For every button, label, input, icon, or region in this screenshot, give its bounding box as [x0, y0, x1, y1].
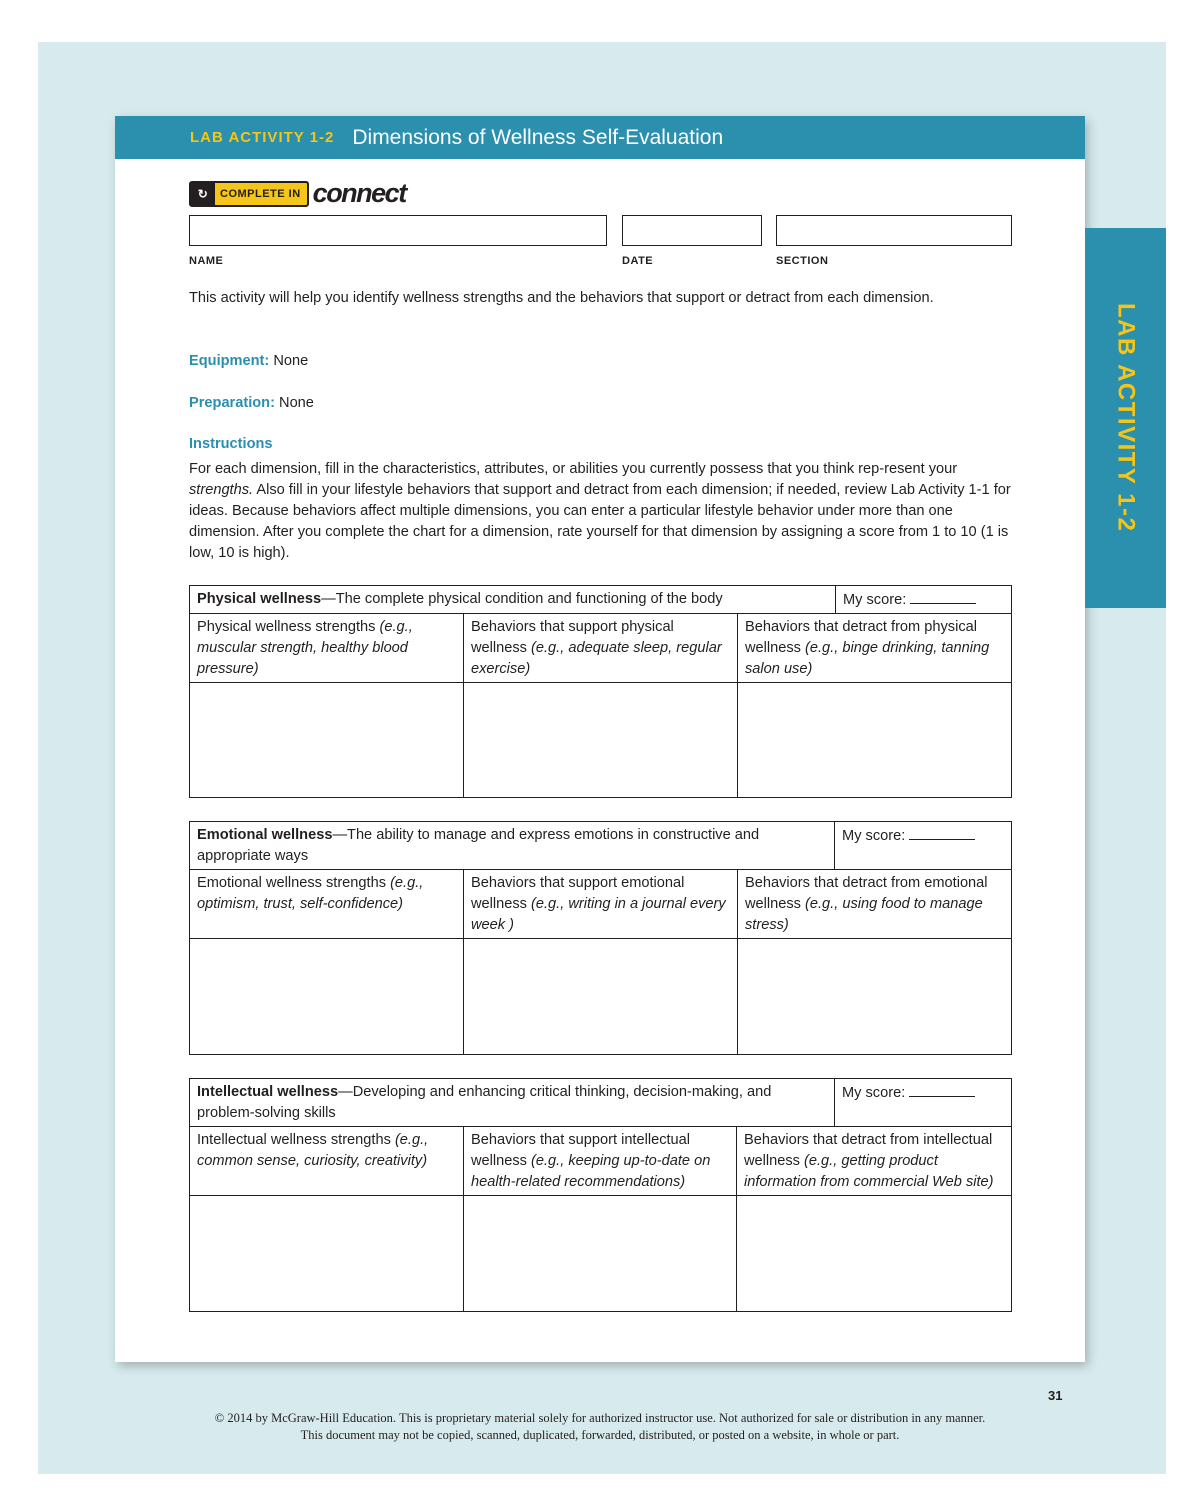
connect-icon: ↻: [191, 183, 215, 205]
strengths-header: [190, 1127, 464, 1196]
section-description: —Developing and enhancing critical thinking, decision-making, and problem-solving skills: [197, 1084, 772, 1121]
column-label: Behaviors that support emotional wellness: [471, 875, 685, 912]
preparation-line: [189, 393, 1019, 414]
score-label: My score:: [842, 1085, 906, 1101]
strengths-entry-cell[interactable]: [190, 1196, 464, 1312]
column-label: Emotional wellness strengths: [197, 875, 391, 891]
instructions-text-1: For each dimension, fill in the characteristics, attributes, or abilities you currently possess that you think rep-resent your: [189, 461, 958, 477]
complete-in-connect-logo[interactable]: [189, 178, 406, 209]
section-label: SECTION: [776, 255, 829, 267]
column-label: Behaviors that support intellectual wellness: [471, 1132, 691, 1169]
page-title: Dimensions of Wellness Self-Evaluation: [352, 125, 724, 149]
equipment-value: None: [273, 353, 309, 369]
support-entry-cell[interactable]: [464, 683, 738, 798]
column-label: Behaviors that detract from intellectual wellness: [744, 1132, 993, 1169]
score-cell[interactable]: [835, 822, 1012, 870]
page-number: 31: [1048, 1388, 1063, 1403]
score-label: My score:: [842, 828, 906, 844]
score-label: My score:: [843, 592, 907, 608]
column-example: (e.g., muscular strength, healthy blood pressure): [197, 619, 413, 677]
date-label: DATE: [622, 255, 654, 267]
column-example: (e.g., writing in a journal every week ): [471, 896, 726, 933]
footer-line-2: This document may not be copied, scanned, duplicated, forwarded, distributed, or posted on a website, in whole or part.: [300, 1428, 900, 1442]
column-example: (e.g., keeping up-to-date on health-related recommendations): [471, 1153, 711, 1190]
section-name: Emotional wellness: [197, 827, 333, 843]
connect-brand: connect: [312, 178, 406, 208]
column-example: (e.g., common sense, curiosity, creativity): [197, 1132, 429, 1169]
support-entry-cell[interactable]: [464, 939, 738, 1055]
name-field[interactable]: [189, 215, 607, 246]
score-blank[interactable]: [909, 1082, 975, 1097]
instructions-text-2: Also fill in your lifestyle behaviors that support and detract from each dimension; if needed, review Lab Activity 1-1 for ideas. Because behaviors affect multiple dimensions, you can enter a particular lifestyle behavior under more than one dimension. After you complete the chart for a dimension, rate yourself for that dimension by assigning a score from 1 to 10 (1 is low, 10 is high).: [189, 482, 1011, 561]
section-name: Physical wellness: [197, 591, 322, 607]
name-label: NAME: [189, 255, 224, 267]
column-label: Intellectual wellness strengths: [197, 1132, 395, 1148]
date-field[interactable]: [622, 215, 762, 246]
section-name: Intellectual wellness: [197, 1084, 339, 1100]
detract-entry-cell[interactable]: [738, 683, 1012, 798]
equipment-line: [189, 351, 1019, 372]
connect-badge: [189, 181, 309, 207]
instructions-text: [189, 459, 1013, 564]
lab-activity-label: LAB ACTIVITY 1-2: [190, 129, 335, 146]
side-tab: [1085, 228, 1166, 608]
column-label: Behaviors that detract from emotional wellness: [745, 875, 988, 912]
support-header: [464, 614, 738, 683]
equipment-label: Equipment:: [189, 353, 270, 369]
detract-entry-cell[interactable]: [737, 1196, 1012, 1312]
section-heading: [190, 586, 836, 614]
support-header: [464, 870, 738, 939]
preparation-label: Preparation:: [189, 395, 275, 411]
section-heading: [190, 822, 835, 870]
column-example: (e.g., binge drinking, tanning salon use): [745, 640, 990, 677]
section-description: —The complete physical condition and functioning of the body: [321, 591, 723, 607]
section-field[interactable]: [776, 215, 1012, 246]
column-label: Behaviors that support physical wellness: [471, 619, 674, 656]
column-example: (e.g., using food to manage stress): [745, 896, 983, 933]
score-cell[interactable]: [836, 586, 1012, 614]
instructions-heading: Instructions: [189, 436, 273, 452]
score-blank[interactable]: [909, 825, 975, 840]
connect-badge-text: COMPLETE IN: [220, 187, 301, 200]
copyright-footer: [115, 1410, 1085, 1444]
intro-text: This activity will help you identify wellness strengths and the behaviors that support or detract from each dimension.: [189, 290, 934, 306]
section-heading: [190, 1079, 835, 1127]
detract-header: [737, 1127, 1012, 1196]
strengths-entry-cell[interactable]: [190, 683, 464, 798]
footer-line-1: © 2014 by McGraw-Hill Education. This is proprietary material solely for authorized instructor use. Not authorized for sale or distribution in any manner.: [214, 1411, 986, 1425]
strengths-entry-cell[interactable]: [190, 939, 464, 1055]
column-label: Behaviors that detract from physical wellness: [745, 619, 977, 656]
section-description: —The ability to manage and express emotions in constructive and appropriate ways: [197, 827, 760, 864]
detract-header: [738, 614, 1012, 683]
intellectual-wellness-table: [189, 1078, 1012, 1312]
support-entry-cell[interactable]: [464, 1196, 737, 1312]
emotional-wellness-table: [189, 821, 1012, 1055]
detract-entry-cell[interactable]: [738, 939, 1012, 1055]
detract-header: [738, 870, 1012, 939]
strengths-header: [190, 614, 464, 683]
side-tab-label: LAB ACTIVITY 1-2: [1112, 303, 1140, 533]
preparation-value: None: [279, 395, 314, 411]
instructions-text-italic: strengths.: [189, 482, 254, 498]
strengths-header: [190, 870, 464, 939]
support-header: [464, 1127, 737, 1196]
score-cell[interactable]: [835, 1079, 1012, 1127]
physical-wellness-table: [189, 585, 1012, 798]
worksheet: [115, 116, 1085, 1362]
column-example: (e.g., getting product information from commercial Web site): [744, 1153, 994, 1190]
score-blank[interactable]: [910, 589, 976, 604]
title-bar: [115, 116, 1085, 159]
column-example: (e.g., adequate sleep, regular exercise): [471, 640, 722, 677]
column-label: Physical wellness strengths: [197, 619, 380, 635]
column-example: (e.g., optimism, trust, self-confidence): [197, 875, 424, 912]
